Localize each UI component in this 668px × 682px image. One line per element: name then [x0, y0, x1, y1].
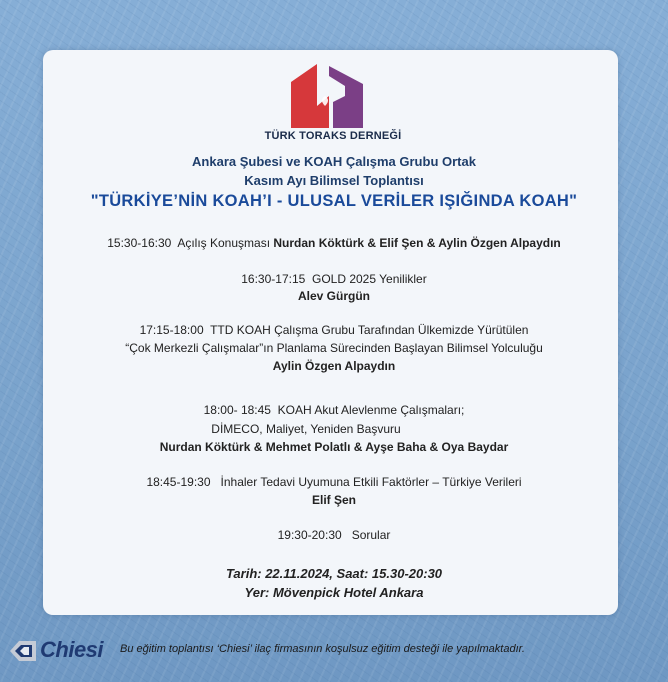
session-5-time: 18:45-19:30 — [146, 475, 211, 489]
session-3-speakers: Aylin Özgen Alpaydın — [272, 359, 396, 373]
session-4-speakers: Nurdan Köktürk & Mehmet Polatlı & Ayşe Baha & Oya Baydar — [159, 440, 509, 454]
session-2-speakers: Alev Gürgün — [297, 289, 370, 303]
session-5-speakers: Elif Şen — [311, 493, 356, 507]
session-1-time: 15:30-16:30 — [107, 236, 172, 250]
logo-org-name: TÜRK TORAKS DERNEĞİ — [264, 130, 402, 142]
chiesi-brand: Chiesi — [40, 637, 104, 662]
event-date: Tarih: 22.11.2024, Saat: 15.30-20:30 — [225, 566, 443, 581]
session-1-topic: Açılış Konuşması — [177, 236, 271, 250]
session-2 — [43, 272, 625, 286]
session-4-topic-line-1: KOAH Akut Alevlenme Çalışmaları; — [277, 403, 465, 417]
page-title: "TÜRKİYE’NİN KOAH’I - ULUSAL VERİLER IŞIĞINDA KOAH" — [90, 192, 578, 210]
session-6 — [43, 528, 625, 542]
session-4 — [43, 403, 625, 417]
session-2-time: 16:30-17:15 — [241, 272, 306, 286]
event-venue: Yer: Mövenpick Hotel Ankara — [244, 585, 424, 600]
session-4-time: 18:00- 18:45 — [203, 403, 271, 417]
session-4-topic-line-2: DİMECO, Maliyet, Yeniden Başvuru — [211, 422, 401, 436]
logo-purple-shape — [329, 66, 363, 128]
session-2-topic: GOLD 2025 Yenilikler — [311, 272, 427, 286]
session-3-topic-line-1: TTD KOAH Çalışma Grubu Tarafından Ülkemizde Yürütülen — [210, 323, 529, 337]
turk-toraks-logo — [289, 62, 365, 130]
session-3 — [43, 323, 625, 337]
session-1 — [43, 236, 625, 250]
session-3-time: 17:15-18:00 — [139, 323, 204, 337]
session-5-topic: İnhaler Tedavi Uyumuna Etkili Faktörler – Türkiye Verileri — [220, 475, 522, 489]
sponsor-note: Bu eğitim toplantısı ‘Chiesi’ ilaç firmasının koşulsuz eğitim desteği ile yapılmaktadır. — [120, 643, 525, 655]
session-1-speakers: Nurdan Köktürk & Elif Şen & Aylin Özgen Alpaydın — [273, 236, 561, 250]
logo-red-shape — [291, 64, 329, 128]
header-line-1: Ankara Şubesi ve KOAH Çalışma Grubu Ortak — [192, 154, 476, 169]
session-6-time: 19:30-20:30 — [277, 528, 342, 542]
session-5 — [43, 475, 625, 489]
header-line-2: Kasım Ayı Bilimsel Toplantısı — [244, 173, 424, 188]
session-3-topic-line-2: “Çok Merkezli Çalışmalar”ın Planlama Sürecinden Başlayan Bilimsel Yolculuğu — [125, 341, 543, 355]
session-6-topic: Sorular — [351, 528, 391, 542]
